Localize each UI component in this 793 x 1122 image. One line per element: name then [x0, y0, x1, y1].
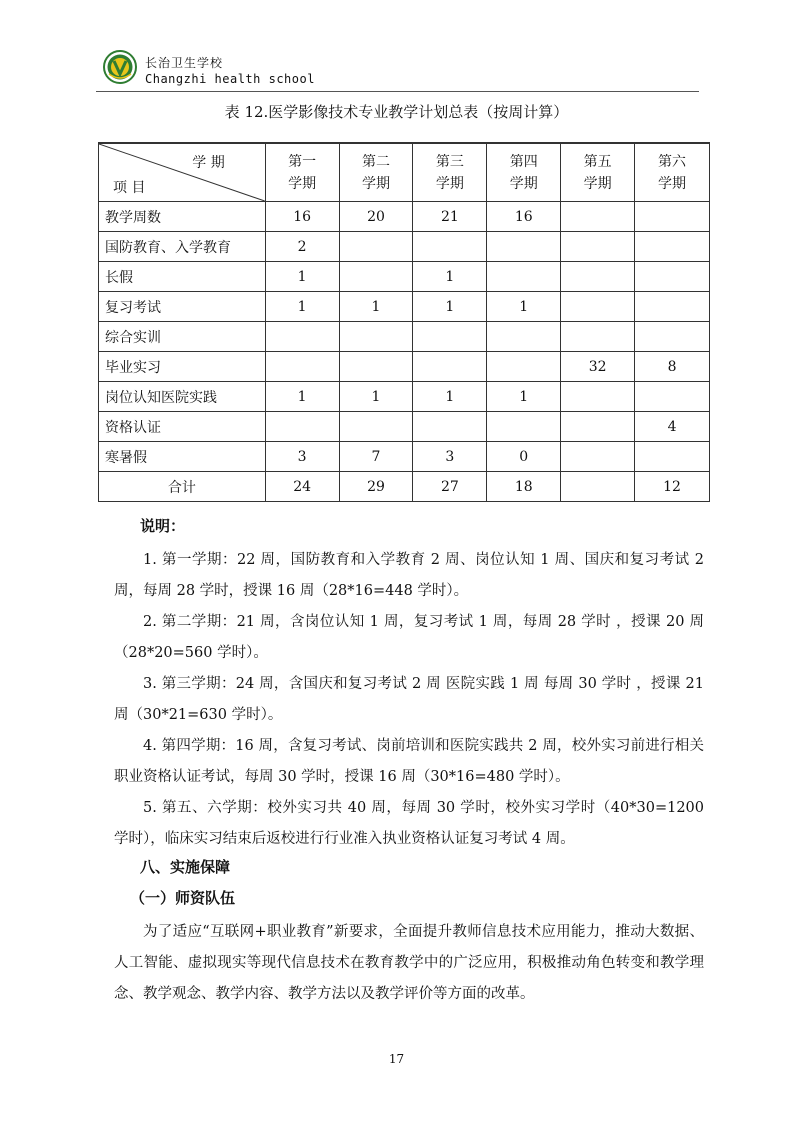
table-cell: 18 — [487, 472, 561, 502]
table-cell: 0 — [487, 442, 561, 472]
table-cell — [487, 412, 561, 442]
semester-header: 第三 学期 — [413, 143, 487, 202]
table-cell — [339, 262, 413, 292]
table-corner-cell — [99, 143, 266, 202]
table-cell — [265, 352, 339, 382]
table-cell: 1 — [413, 292, 487, 322]
table-cell — [265, 412, 339, 442]
page-number: 17 — [388, 1052, 405, 1066]
table-cell: 12 — [635, 472, 710, 502]
section-paragraph-container — [114, 917, 704, 1010]
table-cell — [413, 322, 487, 352]
row-item-label: 岗位认知医院实践 — [99, 382, 266, 412]
table-cell: 3 — [265, 442, 339, 472]
table-cell: 1 — [413, 262, 487, 292]
table-cell: 1 — [265, 292, 339, 322]
table-cell — [561, 412, 635, 442]
table-cell — [561, 382, 635, 412]
school-name-english: Changzhi health school — [145, 72, 315, 86]
row-item-label: 复习考试 — [99, 292, 266, 322]
table-row — [99, 292, 710, 322]
table-cell — [635, 442, 710, 472]
section-heading: 八、实施保障 — [140, 858, 231, 876]
table-cell: 2 — [265, 232, 339, 262]
semester-header: 第二 学期 — [339, 143, 413, 202]
table-row — [99, 442, 710, 472]
table-cell: 1 — [339, 382, 413, 412]
row-item-label: 长假 — [99, 262, 266, 292]
table-cell — [413, 352, 487, 382]
table-total-row — [99, 472, 710, 502]
semester-header: 第一 学期 — [265, 143, 339, 202]
row-item-label: 资格认证 — [99, 412, 266, 442]
table-cell: 24 — [265, 472, 339, 502]
table-cell — [561, 322, 635, 352]
corner-label-item: 项 目 — [113, 180, 146, 196]
table-cell — [487, 262, 561, 292]
table-cell: 1 — [339, 292, 413, 322]
table-cell: 4 — [635, 412, 710, 442]
subsection-heading: （一）师资队伍 — [130, 889, 236, 907]
table-cell: 8 — [635, 352, 710, 382]
table-row — [99, 322, 710, 352]
table-cell — [413, 412, 487, 442]
table-cell: 1 — [265, 382, 339, 412]
table-cell — [487, 322, 561, 352]
semester-header: 第六 学期 — [635, 143, 710, 202]
table-cell: 3 — [413, 442, 487, 472]
header-divider — [96, 91, 699, 92]
section-paragraph: 为了适应“互联网+职业教育”新要求，全面提升教师信息技术应用能力，推动大数据、人工智能、虚拟现实等现代信息技术在教育教学中的广泛应用，积极推动角色转变和教学理念、教学观念、教学内容、教学方法以及教学评价等方面的改革。 — [114, 924, 704, 1002]
table-cell — [487, 232, 561, 262]
table-cell — [339, 412, 413, 442]
notes-list — [114, 545, 704, 855]
row-item-label: 综合实训 — [99, 322, 266, 352]
table-cell — [635, 382, 710, 412]
table-cell: 20 — [339, 202, 413, 232]
table-cell: 32 — [561, 352, 635, 382]
table-cell — [561, 442, 635, 472]
table-cell — [635, 262, 710, 292]
table-cell — [635, 202, 710, 232]
table-cell: 7 — [339, 442, 413, 472]
teaching-plan-table — [98, 142, 710, 502]
table-cell — [561, 472, 635, 502]
semester-header: 第五 学期 — [561, 143, 635, 202]
row-item-label: 毕业实习 — [99, 352, 266, 382]
table-cell — [339, 352, 413, 382]
table-cell — [635, 232, 710, 262]
table-cell: 21 — [413, 202, 487, 232]
semester-header: 第四 学期 — [487, 143, 561, 202]
table-cell: 1 — [265, 262, 339, 292]
note-item: 5. 第五、六学期：校外实习共 40 周，每周 30 学时，校外实习学时（40*30=1200 学时），临床实习结束后返校进行行业准入执业资格认证复习考试 4 周。 — [114, 800, 704, 847]
table-cell — [635, 292, 710, 322]
total-label: 合计 — [99, 472, 266, 502]
table-cell — [561, 202, 635, 232]
table-cell — [339, 232, 413, 262]
table-cell: 16 — [487, 202, 561, 232]
table-title: 表 12.医学影像技术专业教学计划总表（按周计算） — [224, 103, 569, 121]
table-cell: 16 — [265, 202, 339, 232]
table-row — [99, 412, 710, 442]
row-item-label: 寒暑假 — [99, 442, 266, 472]
table-cell — [561, 292, 635, 322]
note-item: 1. 第一学期：22 周，国防教育和入学教育 2 周、岗位认知 1 周、国庆和复习考试 2 周，每周 28 学时，授课 16 周（28*16=448 学时）。 — [114, 552, 704, 599]
table-cell — [413, 232, 487, 262]
note-item: 2. 第二学期：21 周，含岗位认知 1 周，复习考试 1 周，每周 28 学时 ，授课 20 周（28*20=560 学时）。 — [114, 614, 704, 661]
row-item-label: 教学周数 — [99, 202, 266, 232]
table-cell — [561, 262, 635, 292]
note-item: 4. 第四学期：16 周，含复习考试、岗前培训和医院实践共 2 周，校外实习前进行相关职业资格认证考试，每周 30 学时，授课 16 周（30*16=480 学时）。 — [114, 738, 704, 785]
note-item: 3. 第三学期：24 周，含国庆和复习考试 2 周 医院实践 1 周 每周 30 学时 ，授课 21 周（30*21=630 学时）。 — [114, 676, 704, 723]
table-cell: 27 — [413, 472, 487, 502]
notes-title: 说明： — [140, 517, 186, 535]
corner-label-semester: 学 期 — [192, 155, 225, 171]
table-row — [99, 232, 710, 262]
table-cell: 1 — [487, 292, 561, 322]
table-cell — [487, 352, 561, 382]
table-cell — [561, 232, 635, 262]
table-row — [99, 202, 710, 232]
table-cell — [265, 322, 339, 352]
table-header-row — [99, 143, 710, 202]
table-cell — [339, 322, 413, 352]
table-cell — [635, 322, 710, 352]
row-item-label: 国防教育、入学教育 — [99, 232, 266, 262]
school-logo-icon — [103, 50, 137, 84]
table-cell: 29 — [339, 472, 413, 502]
school-name-chinese: 长治卫生学校 — [145, 56, 224, 70]
table-cell: 1 — [487, 382, 561, 412]
table-row — [99, 382, 710, 412]
table-row — [99, 352, 710, 382]
table-row — [99, 262, 710, 292]
table-cell: 1 — [413, 382, 487, 412]
